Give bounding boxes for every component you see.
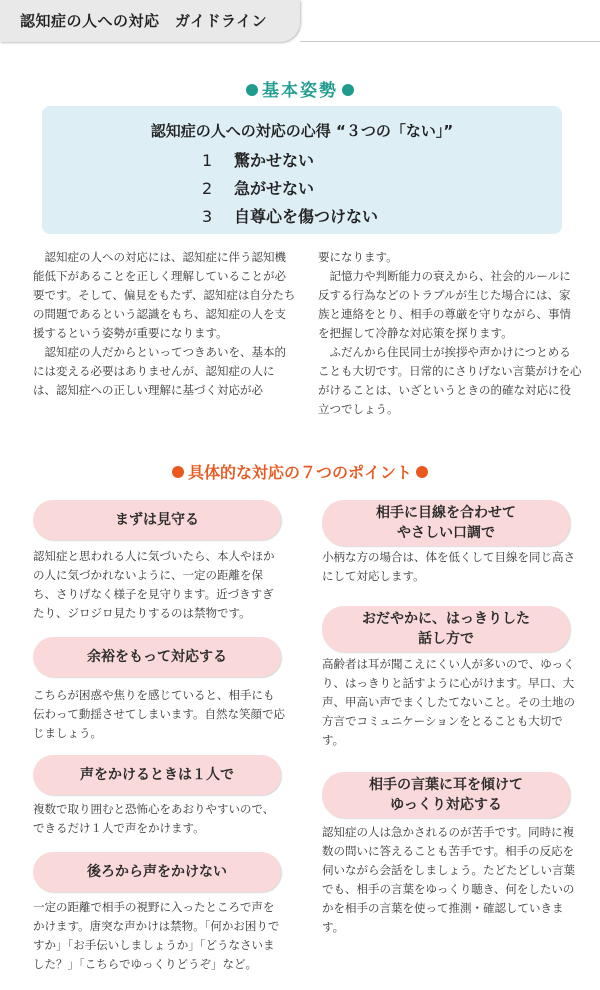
point-title-line: おだやかに、はっきりした: [362, 611, 530, 627]
paragraph: 記憶力や判断能力の衰えから、社会的ルールに反する行為などのトラブルが生じた場合には、家族と連絡をとり、相手の尊厳を守りながら、事情を把握して冷静な対応策を探ります。: [318, 269, 571, 340]
point-title-line: ゆっくり対応する: [390, 797, 502, 813]
section-points-title: [0, 460, 600, 483]
point-description: 認知症と思われる人に気づいたら、本人やほかの人に気づかれないように、一定の距離を保ち、さりげなく様子を見守ります。近づきすぎたり、ジロジロ見たりするのは禁物です。: [33, 549, 275, 620]
point-description: 一定の距離で相手の視野に入ったところで声をかけます。唐突な声かけは禁物。「何かお困りですか」「お手伝いしましょうか」「どうなさいました？」「こちらでゆっくりどうぞ」など。: [33, 900, 280, 971]
kokoroe-item: [202, 204, 378, 227]
kokoroe-item-text: 自尊心を傷つけない: [234, 207, 379, 226]
point-description: こちらが困惑や焦りを感じていると、相手にも伝わって動揺させてしまいます。自然な笑顔で応じましょう。: [33, 688, 285, 740]
kokoroe-title: 認知症の人への対応の心得 “３つの「ない」”: [150, 122, 454, 140]
kokoroe-item: [202, 148, 314, 171]
bullet-dot-icon: [416, 466, 428, 478]
kokoroe-item-number: 1: [202, 151, 213, 170]
bullet-dot-icon: [246, 84, 258, 96]
point-title: 声をかけるときは１人で: [80, 767, 234, 783]
point-description: 高齢者は耳が聞こえにくい人が多いので、ゆっくり、はっきりと話すように心がけます。早口、大声、甲高い声でまくしたてないこと。その土地の方言でコミュニケーションをとることも大切です。: [322, 657, 575, 747]
point-title-pill: [322, 606, 570, 652]
point-title: 余裕をもって対応する: [87, 649, 227, 665]
point-title-pill: [33, 637, 281, 677]
header-tab: [0, 0, 300, 42]
bullet-dot-icon: [342, 84, 354, 96]
paragraph: ふだんから住民同士が挨拶や声かけにつとめることも大切です。日常的にさりげない言葉がけを心がけることは、いざというときの的確な対応に役立つでしょう。: [318, 345, 582, 416]
point-title-line: 相手に目線を合わせて: [376, 505, 516, 521]
kokoroe-item: [202, 176, 314, 199]
point-title: 後ろから声をかけない: [87, 864, 227, 880]
kokoroe-item-number: 2: [202, 179, 213, 198]
point-description: 複数で取り囲むと恐怖心をあおりやすいので、できるだけ１人で声をかけます。: [33, 802, 275, 835]
page-title: 認知症の人への対応 ガイドライン: [20, 12, 268, 30]
point-title-line: 相手の言葉に耳を傾けて: [369, 777, 523, 793]
section-basic-title-text: 基本姿勢: [262, 81, 338, 101]
point-title-line: やさしい口調で: [397, 525, 495, 541]
section-basic-title: [0, 76, 600, 101]
point-description: 認知症の人は急かされるのが苦手です。同時に複数の問いに答えることも苦手です。相手の反応を伺いながら会話をしましょう。たどたどしい言葉でも、相手の言葉をゆっくり聴き、何をしたいのかを相手の言葉を使って推測・確認していきます。: [322, 825, 575, 934]
point-description: 小柄な方の場合は、体を低くして目線を同じ高さにして対応します。: [322, 550, 575, 583]
point-title-pill: [33, 852, 281, 892]
kokoroe-item-number: 3: [202, 207, 213, 226]
paragraph: 認知症の人だからといってつきあいを、基本的には変える必要はありませんが、認知症の人には、認知症への正しい理解に基づく対応が必: [33, 345, 286, 397]
header-divider: [300, 41, 600, 42]
point-title-pill: [33, 755, 281, 795]
kokoroe-item-text: 驚かせない: [234, 151, 315, 170]
basic-text-right: [318, 248, 582, 419]
section-points-title-text: 具体的な対応の７つのポイント: [187, 463, 412, 482]
point-title: まずは見守る: [115, 512, 199, 528]
paragraph-continuation: 要になります。: [318, 250, 398, 264]
point-title-line: 話し方で: [418, 631, 474, 647]
kokoroe-item-text: 急がせない: [234, 179, 315, 198]
point-title-pill: [33, 500, 281, 540]
paragraph: 認知症の人への対応には、認知症に伴う認知機能低下があることを正しく理解していることが必要です。そして、偏見をもたず、認知症は自分たちの問題であるという認識をもち、認知症の人を支援するという姿勢が重要になります。: [33, 250, 296, 340]
basic-text-left: [33, 248, 297, 400]
point-title-pill: [322, 772, 570, 818]
point-title-pill: [322, 500, 570, 546]
kokoroe-box: [42, 106, 562, 234]
bullet-dot-icon: [172, 466, 184, 478]
